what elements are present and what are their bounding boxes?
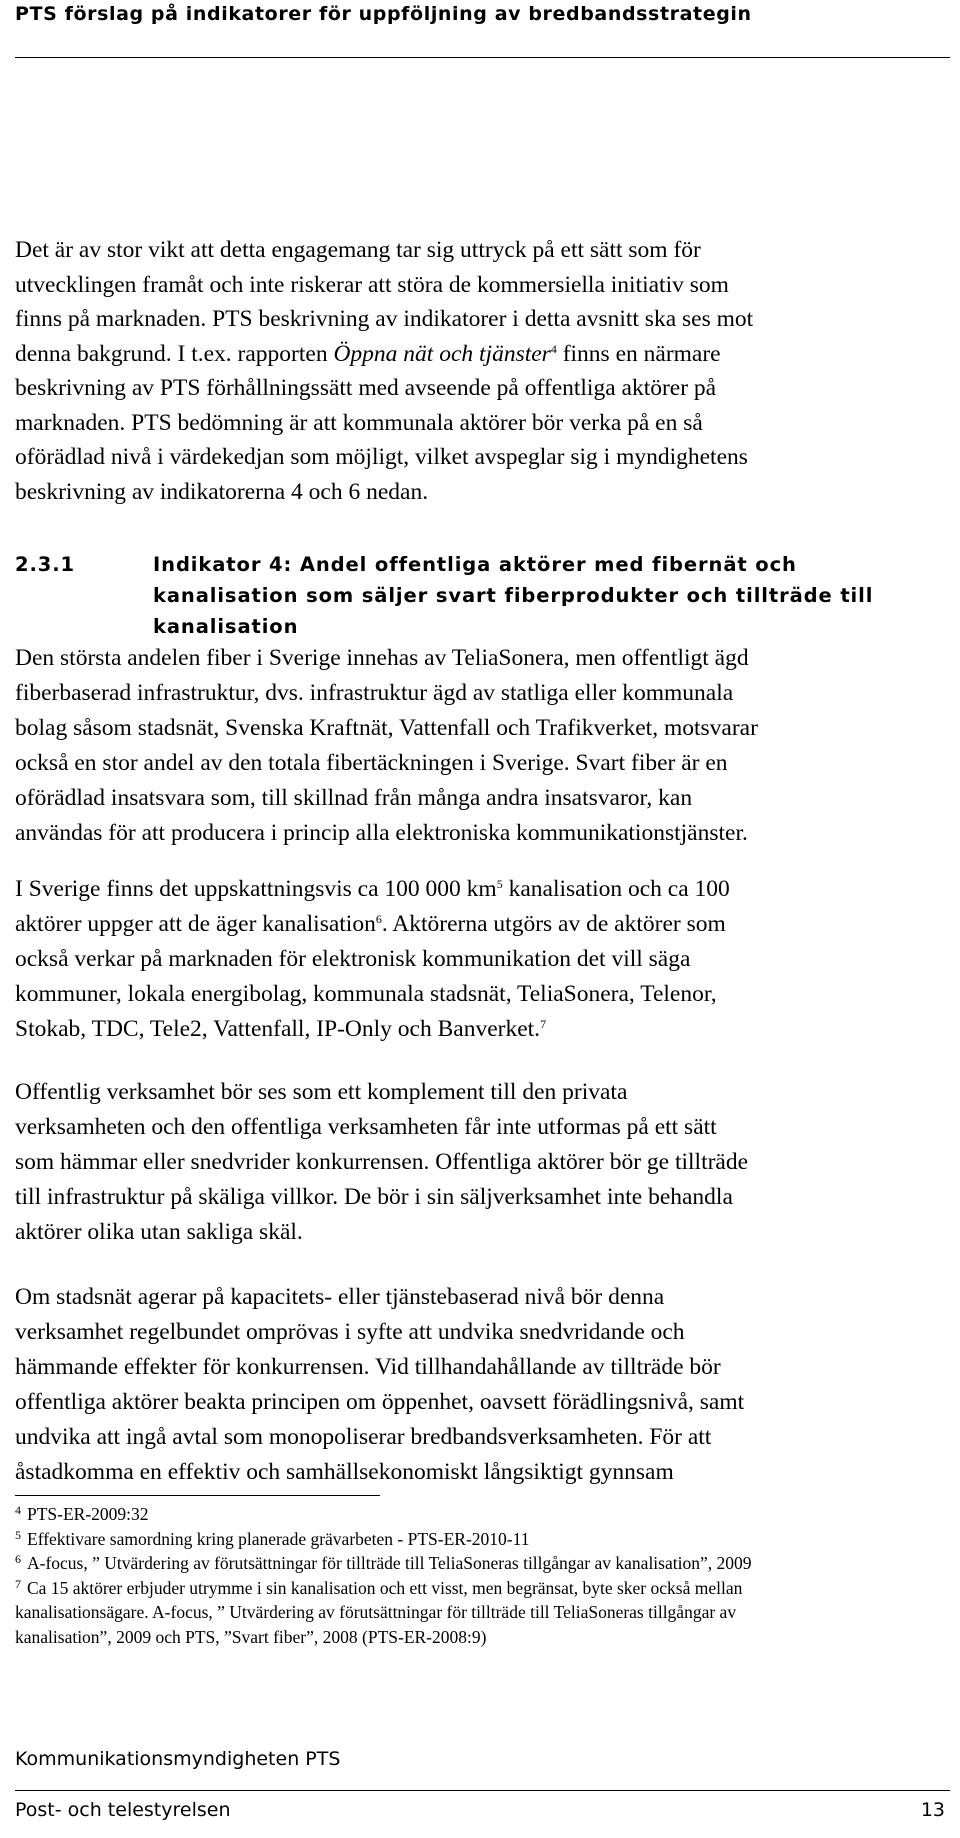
paragraph-intro <box>15 233 950 509</box>
header-title: PTS förslag på indikatorer för uppföljning av bredbandsstrategin <box>15 3 752 25</box>
text-line: beskrivning av indikatorerna 4 och 6 nedan. <box>15 478 429 505</box>
text-line: undvika att ingå avtal som monopoliserar bredbandsverksamheten. För att <box>15 1424 712 1450</box>
text-line: utvecklingen framåt och inte riskerar att störa de kommersiella initiativ som <box>15 271 729 298</box>
text-line: åstadkomma en effektiv och samhällsekonomiskt långsiktigt gynnsam <box>15 1459 674 1485</box>
text-line: verksamheten och den offentliga verksamheten får inte utformas på ett sätt <box>15 1114 717 1140</box>
paragraph-kanalisation <box>15 872 950 1047</box>
text-line: Den största andelen fiber i Sverige innehas av TeliaSonera, men offentligt ägd <box>15 645 749 671</box>
text-line: bolag såsom stadsnät, Svenska Kraftnät, Vattenfall och Trafikverket, motsvarar <box>15 715 758 741</box>
text-line: också en stor andel av den totala fibertäckningen i Sverige. Svart fiber är en <box>15 750 728 776</box>
text-line: kommuner, lokala energibolag, kommunala stadsnät, TeliaSonera, Telenor, <box>15 981 717 1007</box>
text-line: verksamhet regelbundet omprövas i syfte att undvika snedvridande och <box>15 1319 685 1345</box>
text-segment: . Aktörerna utgörs av de aktörer som <box>381 911 726 937</box>
text-line: oförädlad insatsvara som, till skillnad från många andra insatsvaror, kan <box>15 785 693 811</box>
text-line: aktörer olika utan sakliga skäl. <box>15 1219 303 1245</box>
footnote-5 <box>15 1527 950 1552</box>
footer-organization: Kommunikationsmyndigheten PTS <box>15 1748 341 1770</box>
text-line: som hämmar eller snedvrider konkurrensen. Offentliga aktörer bör ge tillträde <box>15 1149 749 1175</box>
footnote-7-continued: kanalisationsägare. A-focus, ” Utvärdering av förutsättningar för tillträde till TeliaSoneras tillgångar av <box>15 1602 737 1622</box>
text-line: hämmande effekter för konkurrensen. Vid tillhandahållande av tillträde bör <box>15 1354 721 1380</box>
footnote-text: PTS-ER-2009:32 <box>27 1504 149 1524</box>
section-number: 2.3.1 <box>15 553 76 576</box>
text-line: marknaden. PTS bedömning är att kommunala aktörer bör verka på en så <box>15 409 703 436</box>
text-line <box>15 1012 950 1047</box>
footnote-marker: 4 <box>15 1503 21 1517</box>
footnote-ref[interactable]: 5 <box>496 877 503 891</box>
footnote-ref[interactable]: 7 <box>540 1017 547 1031</box>
section-title-line: kanalisation som säljer svart fiberprodukter och tillträde till <box>153 584 874 607</box>
section-title <box>153 549 873 642</box>
footnote-marker: 5 <box>15 1527 21 1542</box>
text-line: fiberbaserad infrastruktur, dvs. infrastruktur ägd av statliga eller kommunala <box>15 680 734 706</box>
footnote-7-continued: kanalisation”, 2009 och PTS, ”Svart fiber”, 2008 (PTS-ER-2008:9) <box>15 1626 487 1647</box>
text-line <box>15 872 950 907</box>
text-line: Om stadsnät agerar på kapacitets- eller tjänstebaserad nivå bör denna <box>15 1284 665 1310</box>
footnote-6 <box>15 1551 950 1576</box>
text-line <box>15 907 950 942</box>
footnote-separator <box>15 1495 380 1496</box>
footnote-text: Ca 15 aktörer erbjuder utrymme i sin kanalisation och ett visst, men begränsat, byte sker också mellan <box>27 1577 743 1598</box>
text-segment: aktörer uppger att de äger kanalisation <box>15 911 376 937</box>
footnote-text: Effektivare samordning kring planerade grävarbeten - PTS-ER-2010-11 <box>27 1528 530 1549</box>
paragraph-offentlig <box>15 1075 950 1250</box>
text-line: också verkar på marknaden för elektronisk kommunikation det vill säga <box>15 946 691 972</box>
text-segment: finns en närmare <box>556 340 721 367</box>
paragraph-stadsnat <box>15 1280 950 1490</box>
footer-separator <box>15 1790 950 1791</box>
footnote-text: A-focus, ” Utvärdering av förutsättningar för tillträde till TeliaSoneras tillgångar av kanalisation”, 2009 <box>27 1553 752 1573</box>
text-line: Offentlig verksamhet bör ses som ett komplement till den privata <box>15 1079 628 1105</box>
text-line: till infrastruktur på skäliga villkor. De bör i sin säljverksamhet inte behandla <box>15 1184 733 1210</box>
text-segment: kanalisation och ca 100 <box>502 876 730 902</box>
paragraph-fiber <box>15 641 950 851</box>
footnote-marker: 7 <box>15 1576 21 1591</box>
footnote-ref[interactable]: 4 <box>550 341 557 356</box>
text-line: Det är av stor vikt att detta engagemang tar sig uttryck på ett sätt som för <box>15 237 701 263</box>
text-line: användas för att producera i princip alla elektroniska kommunikationstjänster. <box>15 820 748 846</box>
section-title-line: Indikator 4: Andel offentliga aktörer med fibernät och <box>153 553 797 576</box>
text-segment: denna bakgrund. I t.ex. rapporten <box>15 340 334 367</box>
text-line: oförädlad nivå i värdekedjan som möjligt, vilket avspeglar sig i myndighetens <box>15 444 748 470</box>
text-segment: Stokab, TDC, Tele2, Vattenfall, IP-Only och Banverket. <box>15 1016 541 1042</box>
page-number: 13 <box>920 1799 945 1821</box>
footer-agency: Post- och telestyrelsen <box>15 1799 231 1821</box>
footnote-ref[interactable]: 6 <box>375 912 382 926</box>
page-header <box>15 0 950 58</box>
text-line: offentliga aktörer beakta principen om öppenhet, oavsett förädlingsnivå, samt <box>15 1389 745 1415</box>
report-title: Öppna nät och tjänster <box>333 340 551 367</box>
text-segment: I Sverige finns det uppskattningsvis ca 100 000 km <box>15 876 497 902</box>
text-line: beskrivning av PTS förhållningssätt med avseende på offentliga aktörer på <box>15 375 717 401</box>
footnote-marker: 6 <box>15 1552 21 1566</box>
section-title-line: kanalisation <box>153 615 299 638</box>
text-line <box>15 337 950 372</box>
footnote-4 <box>15 1502 950 1527</box>
footnotes <box>15 1502 950 1649</box>
footnote-7 <box>15 1576 950 1601</box>
text-line: finns på marknaden. PTS beskrivning av indikatorer i detta avsnitt ska ses mot <box>15 306 754 332</box>
